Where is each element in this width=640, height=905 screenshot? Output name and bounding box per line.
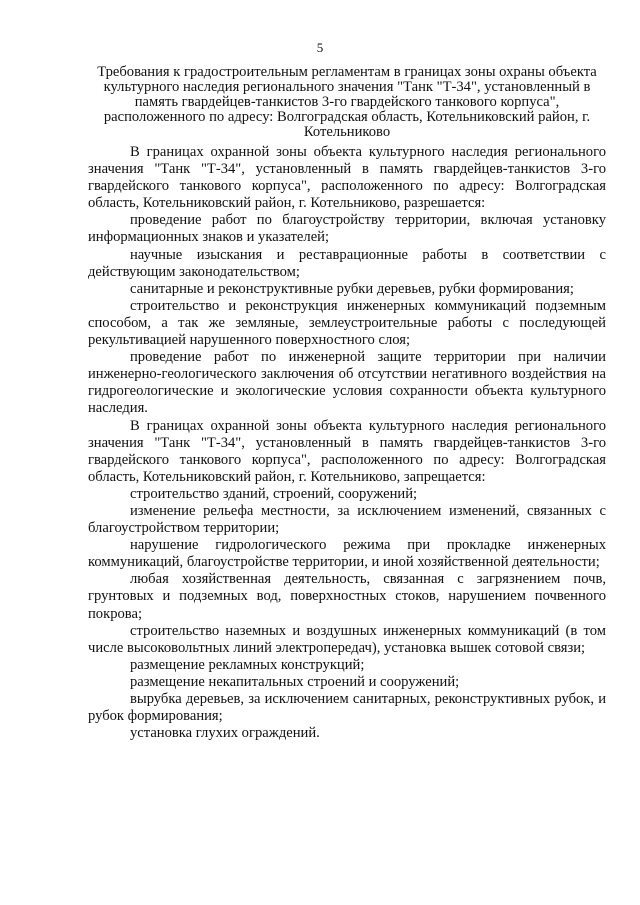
paragraph: размещение некапитальных строений и сооружений; [130,673,460,690]
paragraph: изменение рельефа местности, за исключением изменений, связанных с благоустройством территории; [88,502,606,537]
paragraph: строительство наземных и воздушных инженерных коммуникаций (в том числе высоковольтных линий электропередач), установка вышек сотовой связи; [88,622,606,656]
paragraph: санитарные и реконструктивные рубки деревьев, рубки формирования; [130,280,574,297]
paragraph: В границах охранной зоны объекта культурного наследия регионального значения "Танк "Т-34", установленный в память гвардейцев-танкистов 3-го гвардейского танкового корпуса", расположенного по адресу: Волгоградская область, Котельниковский район, г. Котельниково, разрешается: [88,144,606,212]
paragraph: В границах охранной зоны объекта культурного наследия регионального значения "Танк "Т-34", установленный в память гвардейцев-танкистов 3-го гвардейского танкового корпуса", расположенного по адресу: Волгоградская область, Котельниковский район, г. Котельниково, запрещается: [88,417,606,485]
paragraph: нарушение гидрологического режима при прокладке инженерных коммуникаций, благоустройстве территории, и иной хозяйственной деятельности; [88,537,606,571]
document-body [88,144,606,742]
page-number: 5 [316,40,324,55]
paragraph: строительство и реконструкция инженерных коммуникаций подземным способом, а так же земляные, землеустроительные работы с последующей рекультивацией нарушенного поверхностного слоя; [88,297,606,349]
paragraph: научные изыскания и реставрационные работы в соответствии с действующим законодательством; [88,246,606,280]
paragraph: проведение работ по благоустройству территории, включая установку информационных знаков и указателей; [88,212,606,246]
paragraph: размещение рекламных конструкций; [130,656,365,673]
paragraph: установка глухих ограждений. [130,725,320,742]
paragraph: проведение работ по инженерной защите территории при наличии инженерно-геологического заключения об отсутствии негативного воздействия на гидрогеологические и экологические условия сохранности объекта культурного наследия. [88,349,606,417]
document-title: Требования к градостроительным регламентам в границах зоны охраны объекта культурного наследия регионального значения "Танк "Т-34", установленный в память гвардейцев-танкистов 3-го гвардейского танкового корпуса", расположенного по адресу: Волгоградская область, Котельниковский район, г. Котельниково [97,64,597,140]
paragraph: вырубка деревьев, за исключением санитарных, реконструктивных рубок, и рубок формирования; [88,691,606,725]
paragraph: строительство зданий, строений, сооружений; [130,485,418,502]
paragraph: любая хозяйственная деятельность, связанная с загрязнением почв, грунтовых и подземных вод, поверхностных стоков, нарушением почвенного покрова; [88,571,606,622]
